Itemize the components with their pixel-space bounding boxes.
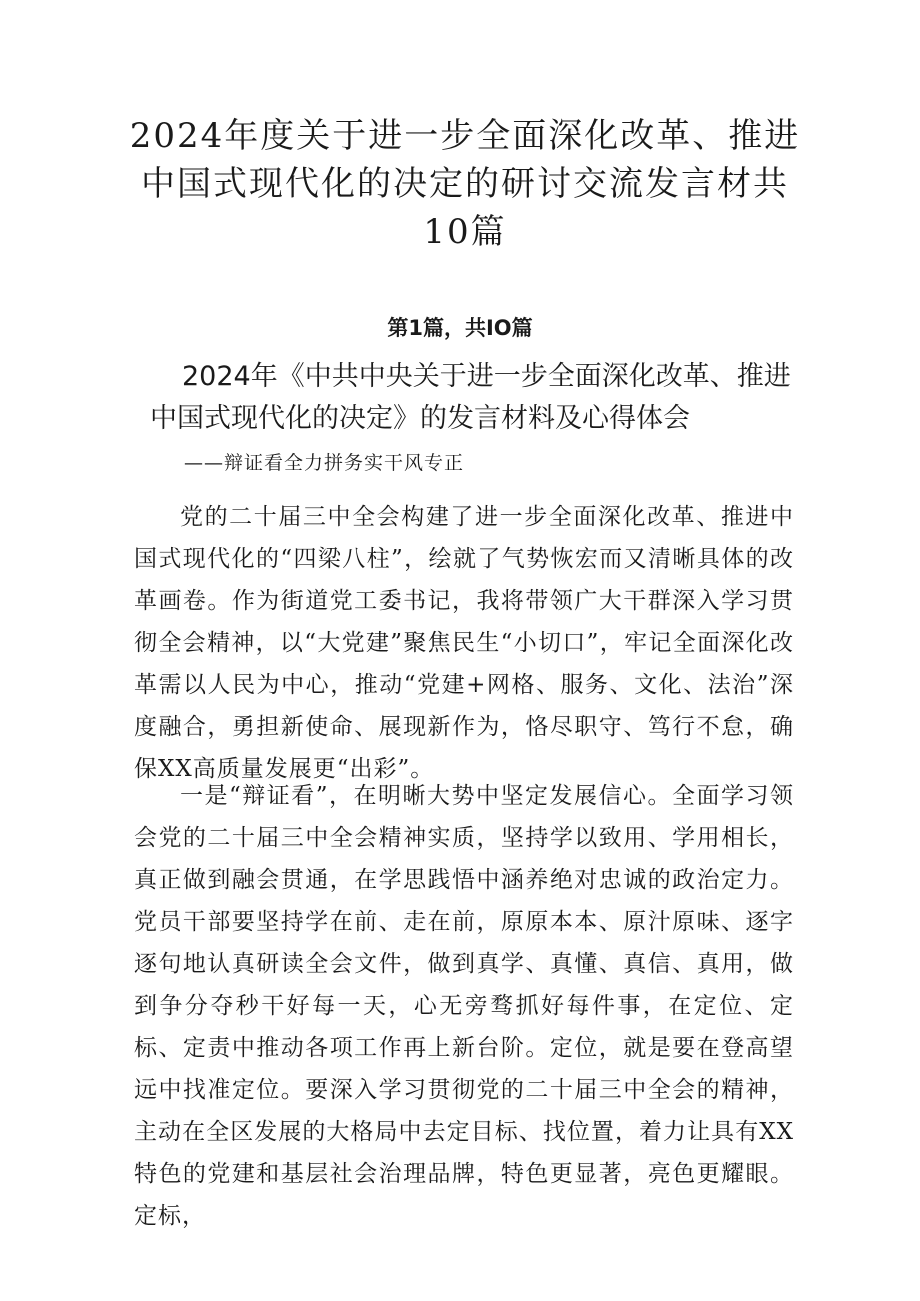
- article-subtitle: ——辩证看全力拼务实干风专正: [184, 452, 465, 474]
- document-title: 2024年度关于进一步全面深化改革、推进中国式现代化的决定的研讨交流发言材共10篇: [129, 116, 801, 252]
- part-heading: 第1篇，共IO篇: [387, 316, 533, 340]
- article-title: 2024年《中共中央关于进一步全面深化改革、推进中国式现代化的决定》的发言材料及心得体会: [150, 361, 791, 434]
- body-paragraph: 党的二十届三中全会构建了进一步全面深化改革、推进中国式现代化的“四梁八柱”，绘就了气势恢宏而又清晰具体的改革画卷。作为街道党工委书记，我将带领广大干群深入学习贯彻全会精神，以“大党建”聚焦民生“小切口”，牢记全面深化改革需以人民为中心，推动“党建+网格、服务、文化、法治”深度融合，勇担新使命、展现新作为，恪尽职守、笃行不怠，确保XX高质量发展更“出彩”。: [134, 504, 794, 782]
- body-paragraph: 一是“辩证看”，在明晰大势中坚定发展信心。全面学习领会党的二十届三中全会精神实质，坚持学以致用、学用相长，真正做到融会贯通，在学思践悟中涵养绝对忠诚的政治定力。党员干部要坚持学在前、走在前，原原本本、原汁原味、逐字逐句地认真研读全会文件，做到真学、真懂、真信、真用，做到争分夺秒干好每一天，心无旁骛抓好每件事，在定位、定标、定责中推动各项工作再上新台阶。定位，就是要在登高望远中找准定位。要深入学习贯彻党的二十届三中全会的精神，主动在全区发展的大格局中去定目标、找位置，着力让具有XX特色的党建和基层社会治理品牌，特色更显著，亮色更耀眼。定标，: [134, 783, 794, 1229]
